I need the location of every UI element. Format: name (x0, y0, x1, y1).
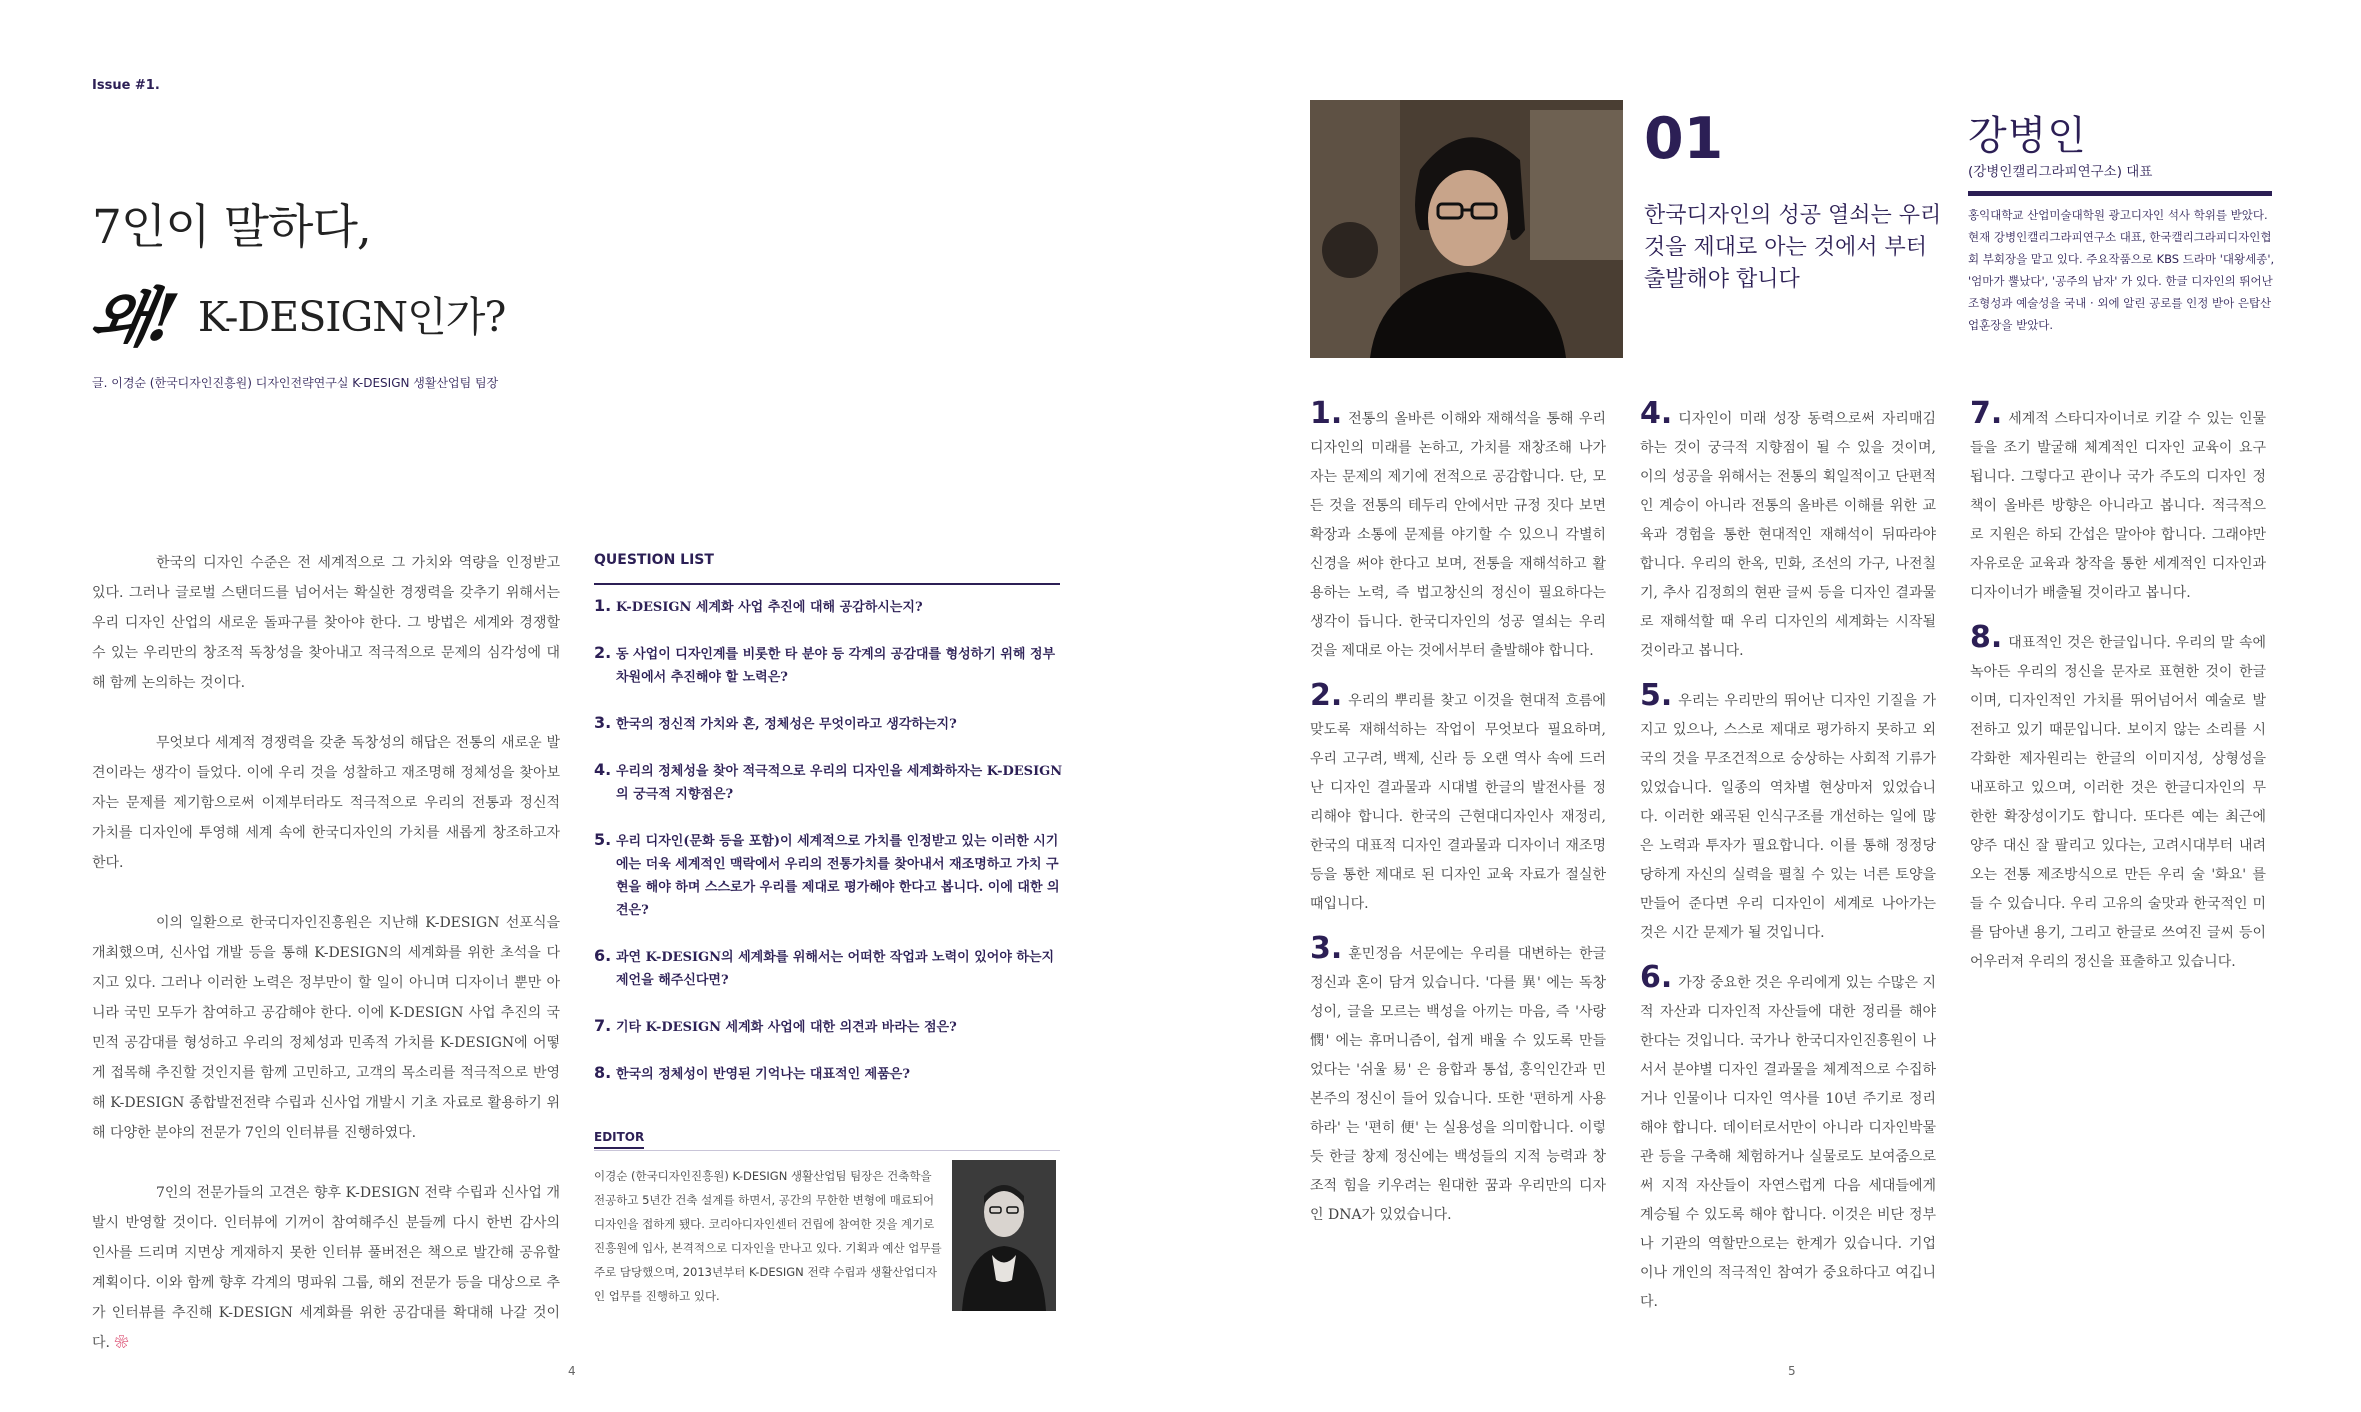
question-text: 한국의 정신적 가치와 혼, 정체성은 무엇이라고 생각하는지? (616, 717, 957, 732)
answer-number: 5. (1640, 678, 1673, 713)
question-list-divider (594, 583, 1060, 585)
question-number: 6. (594, 946, 612, 965)
headline-line-1: 7인이 말하다, (92, 200, 371, 255)
question-item (594, 1016, 1064, 1039)
interviewee-photo (1310, 100, 1623, 358)
question-text: 동 사업이 디자인계를 비롯한 타 분야 등 각계의 공감대를 형성하기 위해 정부 차원에서 추진해야 할 노력은? (616, 647, 1056, 685)
flower-icon: ❀ (114, 1335, 129, 1351)
question-list (594, 596, 1064, 1110)
question-item (594, 596, 1064, 619)
intro-paragraph-2: 무엇보다 세계적 경쟁력을 갖춘 독창성의 해답은 전통의 새로운 발견이라는 생각이 들었다. 이에 우리 것을 성찰하고 재조명해 정체성을 찾아보자는 문제를 제기함으로써 이제부터라도 적극적으로 우리의 전통과 정신적 가치를 디자인에 투영해 세계 속에 한국디자인의 가치를 새롭게 창조하고자 한다. (92, 735, 560, 871)
editor-bio: 이경순 (한국디자인진흥원) K-DESIGN 생활산업팀 팀장은 건축학을 전공하고 5년간 건축 설계를 하면서, 공간의 무한한 변형에 매료되어 디자인을 접하게 됐다. 코리아디자인센터 건립에 참여한 것을 계기로 진흥원에 입사, 본격적으로 디자인을 만나고 있다. 기획과 예산 업무를 주로 담당했으며, 2013년부터 K-DESIGN 전략 수립과 생활산업디자인 업무를 진행하고 있다. (594, 1169, 942, 1303)
interviewee-portrait-image (1310, 100, 1623, 358)
pull-quote: 한국디자인의 성공 열쇠는 우리 것을 제대로 아는 것에서 부터 출발해야 합니다 (1644, 203, 1942, 292)
question-number: 2. (594, 643, 612, 662)
intro-paragraph-4-text: 7인의 전문가들의 고견은 향후 K-DESIGN 전략 수립과 신사업 개발시 반영할 것이다. 인터뷰에 기꺼이 참여해주신 분들께 다시 한번 감사의 인사를 드리며 지면상 게재하지 못한 인터뷰 풀버전은 책으로 발간해 공유할 계획이다. 이와 함께 향후 각계의 명파워 그룹, 해외 전문가 등을 대상으로 추가 인터뷰를 추진해 K-DESIGN 세계화를 위한 공감대를 확대해 나갈 것이다. (92, 1185, 560, 1351)
answer-number: 2. (1310, 678, 1343, 713)
answer-text: 훈민정음 서문에는 우리를 대변하는 한글 정신과 혼이 담겨 있습니다. '다를 異' 에는 독창성이, 글을 모르는 백성을 아끼는 마음, 즉 '사랑 憫' 에는 휴머니즘이, 쉽게 배울 수 있도록 만들었다는 '쉬울 易' 은 융합과 통섭, 홍익인간과 민본주의 정신이 들어 있습니다. 또한 '편하게 사용하라' 는 '편히 便' 는 실용성을 의미합니다. 이렇듯 한글 창제 정신에는 백성들의 지적 능력과 창조적 힘을 키우려는 원대한 꿈과 우리만의 디자인 DNA가 있었습니다. (1310, 946, 1606, 1223)
intro-paragraph-3: 이의 일환으로 한국디자인진흥원은 지난해 K-DESIGN 선포식을 개최했으며, 신사업 개발 등을 통해 K-DESIGN의 세계화를 위한 초석을 다지고 있다. 그러나 이러한 노력은 정부만이 할 일이 아니며 디자이너 뿐만 아니라 국민 모두가 참여하고 공감해야 한다. 이에 K-DESIGN 사업 추진의 국민적 공감대를 형성하고 우리의 정체성과 민족적 가치를 K-DESIGN에 어떻게 접목해 추진할 것인지를 함께 고민하고, 고객의 목소리를 적극적으로 반영해 K-DESIGN 종합발전전략 수립과 신사업 개발시 기초 자료로 활용하기 위해 다양한 분야의 전문가 7인의 인터뷰를 진행하였다. (92, 915, 560, 1141)
issue-label: Issue #1. (92, 78, 160, 93)
headline-line-2 (84, 268, 506, 358)
question-number: 8. (594, 1063, 612, 1082)
answer-number: 6. (1640, 960, 1673, 995)
answer-column-1 (1310, 396, 1606, 1246)
question-item (594, 760, 1064, 806)
answer-2 (1310, 678, 1606, 919)
answer-1 (1310, 396, 1606, 666)
answer-text: 우리는 우리만의 뛰어난 디자인 기질을 가지고 있으나, 스스로 제대로 평가하지 못하고 외국의 것을 무조건적으로 숭상하는 사회적 기류가 있었습니다. 일종의 역차별 현상마저 있었습니다. 이러한 왜곡된 인식구조를 개선하는 일에 많은 노력과 투자가 필요합니다. 이를 통해 정정당당하게 자신의 실력을 펼칠 수 있는 너른 토양을 만들어 준다면 우리 디자인이 세계로 나아가는 것은 시간 문제가 될 것입니다. (1640, 693, 1936, 941)
answer-4 (1640, 396, 1936, 666)
page-number-right: 5 (1788, 1364, 1796, 1378)
answer-text: 가장 중요한 것은 우리에게 있는 수많은 지적 자산과 디자인적 자산들에 대한 정리를 해야 한다는 것입니다. 국가나 한국디자인진흥원이 나서서 분야별 디자인 결과물을 체계적으로 수집하거나 인물이나 디자인 역사를 10년 주기로 정리해야 합니다. 데이터로서만이 아니라 디자인박물관 등을 구축해 체험하거나 실물로도 보여줌으로써 지적 자산들이 자연스럽게 다음 세대들에게 계승될 수 있도록 해야 합니다. 이것은 비단 정부나 기관의 역할만으로는 한계가 있습니다. 기업이나 개인의 적극적인 참여가 중요하다고 여깁니다. (1640, 975, 1936, 1310)
question-number: 7. (594, 1016, 612, 1035)
question-item (594, 946, 1064, 992)
intro-article (92, 548, 560, 1388)
question-text: 기타 K-DESIGN 세계화 사업에 대한 의견과 바라는 점은? (616, 1020, 957, 1035)
answer-column-2 (1640, 396, 1936, 1333)
question-number: 1. (594, 596, 612, 615)
answer-text: 전통의 올바른 이해와 재해석을 통해 우리 디자인의 미래를 논하고, 가치를 재창조해 나가자는 문제의 제기에 전적으로 공감합니다. 단, 모든 것을 전통의 테두리 안에서만 규정 짓다 보면 확장과 소통에 문제를 야기할 수 있으니 각별히 신경을 써야 한다고 보며, 전통을 재해석하고 활용하는 노력, 즉 법고창신의 정신이 필요하다는 생각이 듭니다. 한국디자인의 성공 열쇠는 우리 것을 제대로 아는 것에서부터 출발해야 합니다. (1310, 411, 1606, 659)
intro-paragraph-1: 한국의 디자인 수준은 전 세계적으로 그 가치와 역량을 인정받고 있다. 그러나 글로벌 스탠더드를 넘어서는 확실한 경쟁력을 갖추기 위해서는 우리 디자인 산업의 새로운 돌파구를 찾아야 한다. 그 방법은 세계와 경쟁할 수 있는 우리만의 창조적 독창성을 찾아내고 적극적으로 문제의 심각성에 대해 함께 논의하는 것이다. (92, 555, 560, 691)
answer-text: 세계적 스타디자이너로 키갈 수 있는 인물들을 조기 발굴해 체계적인 디자인 교육이 요구됩니다. 그렇다고 관이나 국가 주도의 디자인 정책이 올바른 방향은 아니라고 봅니다. 적극적으로 지원은 하되 간섭은 말아야 합니다. 그래야만 자유로운 교육과 창작을 통한 세계적인 디자인과 디자이너가 배출될 것이라고 봅니다. (1970, 411, 2266, 601)
answer-text: 디자인이 미래 성장 동력으로써 자리매김하는 것이 궁극적 지향점이 될 수 있을 것이며, 이의 성공을 위해서는 전통의 획일적이고 단편적인 계승이 아니라 전통의 올바른 이해를 위한 교육과 경험을 통한 현대적인 재해석이 뒤따라야 합니다. 우리의 한옥, 민화, 조선의 가구, 나전칠기, 추사 김정희의 현판 글씨 등을 디자인 결과물로 재해석할 때 우리 디자인의 세계화는 시작될 것이라고 봅니다. (1640, 411, 1936, 659)
question-text: 한국의 정체성이 반영된 기억나는 대표적인 제품은? (616, 1067, 910, 1082)
answer-number: 4. (1640, 396, 1673, 431)
question-item (594, 713, 1064, 736)
question-number: 5. (594, 830, 612, 849)
answer-8 (1970, 620, 2266, 977)
question-item (594, 1063, 1064, 1086)
answer-column-3 (1970, 396, 2266, 993)
question-list-heading: QUESTION LIST (594, 552, 714, 568)
answer-text: 우리의 뿌리를 찾고 이것을 현대적 흐름에 맞도록 재해석하는 작업이 무엇보다 필요하며, 우리 고구려, 백제, 신라 등 오랜 역사 속에 드러난 디자인 결과물과 시대별 한글의 발전사를 정리해야 합니다. 한국의 근현대디자인사 재정리, 한국의 대표적 디자인 결과물과 디자이너 재조명 등을 통한 제대로 된 디자인 교육 자료가 절실한 때입니다. (1310, 693, 1606, 912)
interviewee-bio: 홍익대학교 산업미술대학원 광고디자인 석사 학위를 받았다. 현재 강병인캘리그라피연구소 대표, 한국캘리그라피디자인협회 부회장을 맡고 있다. 주요작품으로 KBS 드라마 '대왕세종', '엄마가 뿔났다', '공주의 남자' 가 있다. 한글 디자인의 뛰어난 조형성과 예술성을 국내 · 외에 알린 공로를 인정 받아 은탑산업훈장을 받았다. (1968, 208, 2275, 332)
name-divider (1968, 191, 2272, 196)
headline-kdesign: K-DESIGN인가? (197, 292, 506, 341)
interviewee-name: 강병인 (1968, 113, 2087, 159)
question-text: 과연 K-DESIGN의 세계화를 위해서는 어떠한 작업과 노력이 있어야 하는지 제언을 해주신다면? (616, 950, 1055, 988)
answer-text: 대표적인 것은 한글입니다. 우리의 말 속에 녹아든 우리의 정신을 문자로 표현한 것이 한글이며, 디자인적인 가치를 뛰어넘어서 예술로 발전하고 있기 때문입니다. 보이지 않는 소리를 시각화한 제자원리는 한글의 이미지성, 상형성을 내포하고 있으며, 이러한 것은 한글디자인의 무한한 확장성이기도 합니다. 또다른 예는 최근에 양주 대신 잘 팔리고 있다는, 고려시대부터 내려오는 전통 제조방식으로 만든 우리 술 '화요' 를 들 수 있습니다. 우리 고유의 술맛과 한국적인 미를 담아낸 용기, 그리고 한글로 쓰여진 글씨 등이 어우러져 우리의 정신을 표출하고 있습니다. (1970, 635, 2266, 970)
answer-number: 1. (1310, 396, 1343, 431)
question-text: 우리 디자인(문화 등을 포함)이 세계적으로 가치를 인정받고 있는 이러한 시기에는 더욱 세계적인 맥락에서 우리의 전통가치를 찾아내서 재조명하고 가치 구현을 해야 하며 스스로가 우리를 제대로 평가해야 한다고 봅니다. 이에 대한 의견은? (616, 834, 1060, 918)
question-text: 우리의 정체성을 찾아 적극적으로 우리의 디자인을 세계화하자는 K-DESIGN의 궁극적 지향점은? (616, 764, 1063, 802)
question-item (594, 643, 1064, 689)
editor-portrait-image (952, 1160, 1056, 1311)
answer-number: 8. (1970, 620, 2003, 655)
byline: 글. 이경순 (한국디자인진흥원) 디자인전략연구실 K-DESIGN 생활산업팀 팀장 (92, 376, 499, 390)
answer-6 (1640, 960, 1936, 1317)
answer-number: 7. (1970, 396, 2003, 431)
intro-paragraph-4 (92, 1178, 560, 1358)
question-number: 4. (594, 760, 612, 779)
answer-5 (1640, 678, 1936, 948)
editor-heading: EDITOR (594, 1130, 644, 1149)
answer-7 (1970, 396, 2266, 608)
interviewee-role: (강병인캘리그라피연구소) 대표 (1968, 164, 2153, 180)
editor-photo (952, 1160, 1056, 1311)
answer-3 (1310, 931, 1606, 1230)
question-number: 3. (594, 713, 612, 732)
calligraphy-title: 왜! (84, 281, 180, 356)
question-text: K-DESIGN 세계화 사업 추진에 대해 공감하시는지? (616, 600, 923, 615)
page-number-left: 4 (568, 1364, 576, 1378)
interview-number: 01 (1644, 106, 1724, 172)
answer-number: 3. (1310, 931, 1343, 966)
editor-divider (594, 1150, 1060, 1151)
question-item (594, 830, 1064, 922)
